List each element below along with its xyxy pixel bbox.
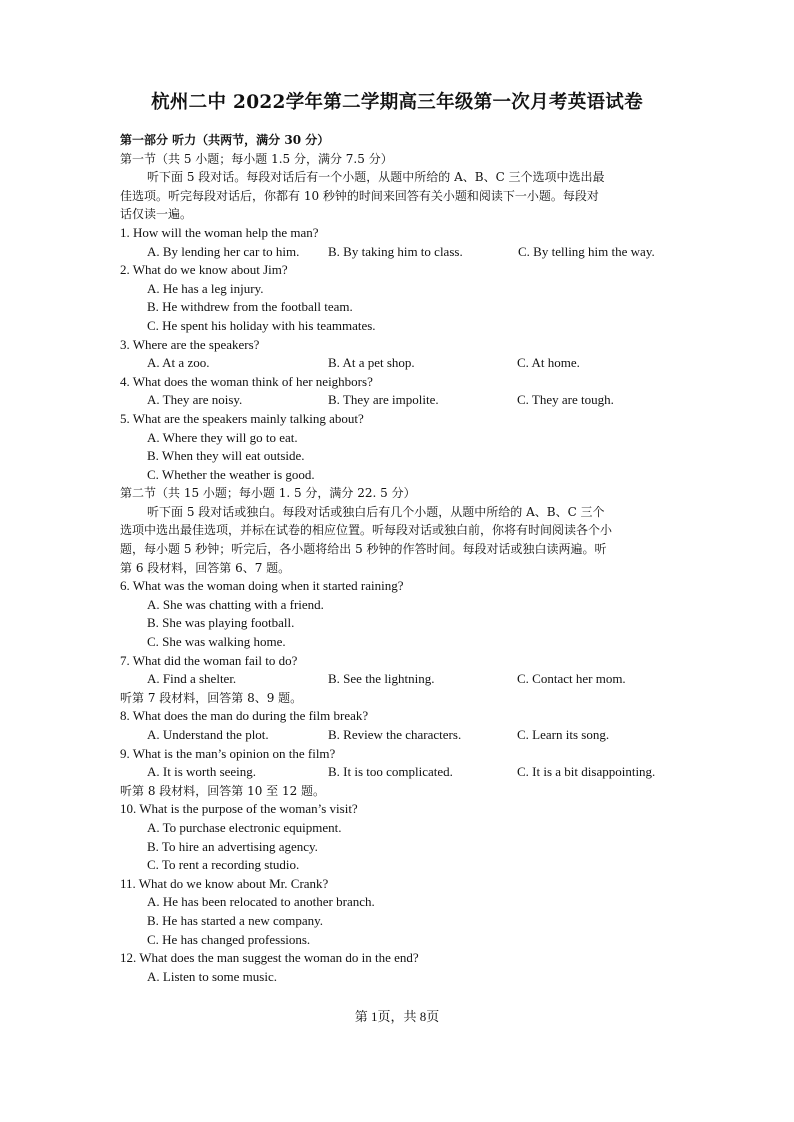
section1-instruction-line: 佳选项。听完每段对话后，你都有 10 秒钟的时间来回答有关小题和阅读下一小题。每段对 [120, 188, 599, 203]
section2-instruction-line: 题，每小题 5 秒钟；听完后，各小题将给出 5 秒钟的作答时间。每段对话或独白读两遍。听 [120, 542, 607, 557]
option-a[interactable]: A. He has a leg injury. [147, 280, 264, 296]
question-6: 6. What was the woman doing when it started raining? [120, 578, 404, 594]
option-a[interactable]: A. He has been relocated to another branch. [147, 894, 375, 910]
question-8-options [120, 726, 680, 745]
option-b[interactable]: B. It is too complicated. [328, 764, 453, 780]
material-note-8: 听第 8 段材料，回答第 10 至 12 题。 [120, 783, 326, 798]
question-3: 3. Where are the speakers? [120, 336, 260, 352]
option-c[interactable]: C. It is a bit disappointing. [517, 764, 656, 780]
option-c[interactable]: C. To rent a recording studio. [147, 857, 300, 873]
option-a[interactable]: A. At a zoo. [147, 355, 210, 371]
question-9: 9. What is the man’s opinion on the film? [120, 745, 336, 761]
option-c[interactable]: C. By telling him the way. [518, 243, 655, 259]
option-b[interactable]: B. See the lightning. [328, 671, 435, 687]
section2-instruction-line: 选项中选出最佳选项，并标在试卷的相应位置。听每段对话或独白前，你将有时间阅读各个小 [120, 523, 613, 538]
section2-instruction-line: 听下面 5 段对话或独白。每段对话或独白后有几个小题，从题中所给的 A、B、C 三个 [147, 504, 605, 519]
option-c[interactable]: C. At home. [517, 355, 580, 371]
option-a[interactable]: A. To purchase electronic equipment. [147, 819, 342, 835]
option-a[interactable]: A. Understand the plot. [147, 727, 269, 742]
option-c[interactable]: C. Contact her mom. [517, 671, 626, 687]
question-9-options [120, 763, 680, 782]
option-a[interactable]: A. Find a shelter. [147, 671, 237, 687]
question-11: 11. What do we know about Mr. Crank? [120, 875, 329, 891]
question-8: 8. What does the man do during the film break? [120, 708, 369, 724]
question-4-options [120, 391, 680, 410]
section1-instruction-line: 话仅读一遍。 [120, 207, 193, 222]
question-10: 10. What is the purpose of the woman’s visit? [120, 801, 358, 817]
option-b[interactable]: B. Review the characters. [328, 727, 462, 742]
section1-instruction-line: 听下面 5 段对话。每段对话后有一个小题，从题中所给的 A、B、C 三个选项中选出最 [147, 170, 605, 185]
material-note-7: 听第 7 段材料，回答第 8、9 题。 [120, 690, 303, 705]
question-12: 12. What does the man suggest the woman do in the end? [120, 950, 419, 966]
section1-heading: 第一节（共 5 小题；每小题 1.5 分，满分 7.5 分） [120, 151, 393, 166]
option-b[interactable]: B. He has started a new company. [147, 912, 324, 928]
option-b[interactable]: B. At a pet shop. [328, 355, 415, 371]
option-a[interactable]: A. They are noisy. [147, 392, 243, 408]
option-c[interactable]: C. She was walking home. [147, 634, 286, 650]
option-a[interactable]: A. It is worth seeing. [147, 764, 257, 780]
option-a[interactable]: A. Where they will go to eat. [147, 429, 298, 445]
section2-heading: 第二节（共 15 小题；每小题 1. 5 分，满分 22. 5 分） [120, 486, 416, 501]
question-7: 7. What did the woman fail to do? [120, 652, 298, 668]
option-c[interactable]: C. Learn its song. [517, 727, 610, 742]
option-c[interactable]: C. They are tough. [517, 392, 614, 408]
exam-content [120, 131, 680, 986]
option-b[interactable]: B. She was playing football. [147, 615, 295, 631]
question-7-options [120, 670, 680, 689]
option-c[interactable]: C. He spent his holiday with his teammates. [147, 317, 376, 333]
option-c[interactable]: C. Whether the weather is good. [147, 466, 315, 482]
option-b[interactable]: B. When they will eat outside. [147, 448, 305, 464]
page-footer: 第 1页，共 8页 [354, 1009, 440, 1024]
question-5: 5. What are the speakers mainly talking about? [120, 410, 364, 426]
option-b[interactable]: B. He withdrew from the football team. [147, 299, 353, 315]
option-a[interactable]: A. Listen to some music. [147, 968, 277, 984]
question-1: 1. How will the woman help the man? [120, 224, 319, 240]
part-heading: 第一部分 听力（共两节，满分 30 分） [120, 133, 330, 147]
option-b[interactable]: B. By taking him to class. [328, 243, 463, 259]
question-2: 2. What do we know about Jim? [120, 262, 288, 278]
option-a[interactable]: A. She was chatting with a friend. [147, 596, 324, 612]
section2-instruction-line: 第 6 段材料，回答第 6、7 题。 [120, 560, 291, 575]
question-1-options [120, 243, 680, 262]
option-a[interactable]: A. By lending her car to him. [147, 243, 300, 259]
option-c[interactable]: C. He has changed professions. [147, 931, 311, 947]
question-4: 4. What does the woman think of her neighbors? [120, 373, 373, 389]
option-b[interactable]: B. They are impolite. [328, 392, 439, 408]
exam-title: 杭州二中 2022学年第二学期高三年级第一次月考英语试卷 [151, 92, 643, 113]
question-3-options [120, 354, 680, 373]
option-b[interactable]: B. To hire an advertising agency. [147, 838, 318, 854]
